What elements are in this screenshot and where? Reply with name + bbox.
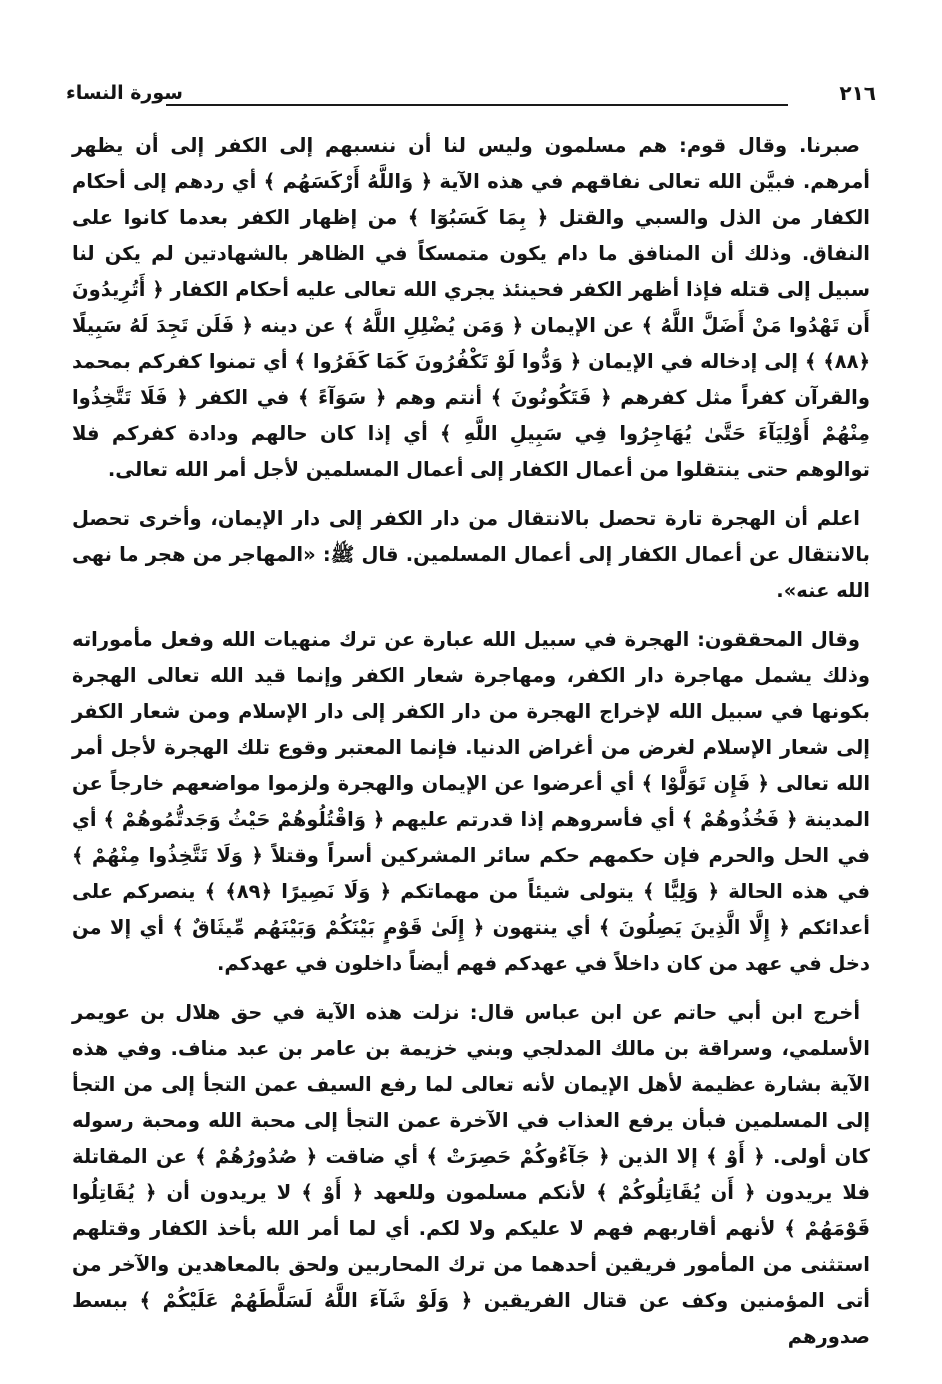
surah-name: سورة النساء — [66, 82, 183, 104]
paragraph: صبرنا. وقال قوم: هم مسلمون وليس لنا أن ننسبهم إلى الكفر إلى أن يظهر أمرهم. فبيَّن الله تعالى نفاقهم في هذه الآية ﴿ وَاللَّهُ أَرْكَسَهُم ﴾ أي ردهم إلى أحكام الكفار من الذل والسبي والقتل ﴿ بِمَا كَسَبُوٓا ﴾ من إظهار الكفر بعدما كانوا على النفاق. وذلك أن المنافق ما دام يكون متمسكاً في الظاهر بالشهادتين لم يكن لنا سبيل إلى قتله فإذا أظهر الكفر فحينئذ يجري الله تعالى عليه أحكام الكفار ﴿ أَتُرِيدُونَ أَن تَهْدُوا مَنْ أَضَلَّ اللَّهُ ﴾ عن الإيمان ﴿ وَمَن يُضْلِلِ اللَّهُ ﴾ عن دينه ﴿ فَلَن تَجِدَ لَهُ سَبِيلًا ﴿٨٨﴾ ﴾ إلى إدخاله في الإيمان ﴿ وَدُّوا لَوْ تَكْفُرُونَ كَمَا كَفَرُوا ﴾ أي تمنوا كفركم بمحمد والقرآن كفراً مثل كفرهم ﴿ فَتَكُونُونَ ﴾ أنتم وهم ﴿ سَوَآءً ﴾ في الكفر ﴿ فَلَا تَتَّخِذُوا مِنْهُمْ أَوْلِيَآءَ حَتَّىٰ يُهَاجِرُوا فِي سَبِيلِ اللَّهِ ﴾ أي إذا كان حالهم ودادة كفركم فلا توالوهم حتى ينتقلوا من أعمال الكفار إلى أعمال المسلمين لأجل أمر الله تعالى. — [72, 134, 870, 481]
paragraph: اعلم أن الهجرة تارة تحصل بالانتقال من دار الكفر إلى دار الإيمان، وأخرى تحصل بالانتقال عن أعمال الكفار إلى أعمال المسلمين. قال ﷺ: «المهاجر من هجر ما نهى الله عنه». — [72, 507, 870, 602]
page-number: ٢١٦ — [839, 81, 876, 105]
header-rule — [166, 104, 788, 106]
paragraph: وقال المحققون: الهجرة في سبيل الله عبارة عن ترك منهيات الله وفعل مأموراته وذلك يشمل مهاجرة دار الكفر، ومهاجرة شعار الكفر وإنما قيد الله تعالى الهجرة بكونها في سبيل الله لإخراج الهجرة من دار الكفر إلى دار الإسلام ومن شعار الكفر إلى شعار الإسلام لغرض من أغراض الدنيا. فإنما المعتبر وقوع تلك الهجرة لأجل أمر الله تعالى ﴿ فَإِن تَوَلَّوْا ﴾ أي أعرضوا عن الإيمان والهجرة ولزموا مواضعهم خارجاً عن المدينة ﴿ فَخُذُوهُمْ ﴾ أي فأسروهم إذا قدرتم عليهم ﴿ وَاقْتُلُوهُمْ حَيْثُ وَجَدتُّمُوهُمْ ﴾ أي في الحل والحرم فإن حكمهم حكم سائر المشركين أسراً وقتلاً ﴿ وَلَا تَتَّخِذُوا مِنْهُمْ ﴾ في هذه الحالة ﴿ وَلِيًّا ﴾ يتولى شيئاً من مهماتكم ﴿ وَلَا نَصِيرًا ﴿٨٩﴾ ﴾ ينصركم على أعدائكم ﴿ إِلَّا الَّذِينَ يَصِلُونَ ﴾ أي ينتهون ﴿ إِلَىٰ قَوْمٍ بَيْنَكُمْ وَبَيْنَهُم مِّيثَاقٌ ﴾ أي إلا من دخل في عهد من كان داخلاً في عهدكم فهم أيضاً داخلون في عهدكم. — [72, 628, 870, 975]
page-header — [66, 78, 876, 112]
paragraph: أخرج ابن أبي حاتم عن ابن عباس قال: نزلت هذه الآية في حق هلال بن عويمر الأسلمي، وسراقة بن مالك المدلجي وبني خزيمة بن عامر بن عبد مناف. وفي هذه الآية بشارة عظيمة لأهل الإيمان لأنه تعالى لما رفع السيف عمن التجأ إلى من التجأ إلى المسلمين فبأن يرفع العذاب في الآخرة عمن التجأ إلى محبة الله ومحبة رسوله كان أولى. ﴿ أَوْ ﴾ إلا الذين ﴿ جَآءُوكُمْ حَصِرَتْ ﴾ أي ضاقت ﴿ صُدُورُهُمْ ﴾ عن المقاتلة فلا يريدون ﴿ أَن يُقَاتِلُوكُمْ ﴾ لأنكم مسلمون وللعهد ﴿ أَوْ ﴾ لا يريدون أن ﴿ يُقَاتِلُوا قَوْمَهُمْ ﴾ لأنهم أقاربهم فهم لا عليكم ولا لكم. أي لما أمر الله بأخذ الكفار وقتلهم استثنى من المأمور فريقين أحدهما من ترك المحاربين ولحق بالمعاهدين والآخر من أتى المؤمنين وكف عن قتال الفريقين ﴿ وَلَوْ شَآءَ اللَّهُ لَسَلَّطَهُمْ عَلَيْكُمْ ﴾ ببسط صدورهم — [72, 1001, 870, 1348]
page-body — [72, 128, 870, 1368]
